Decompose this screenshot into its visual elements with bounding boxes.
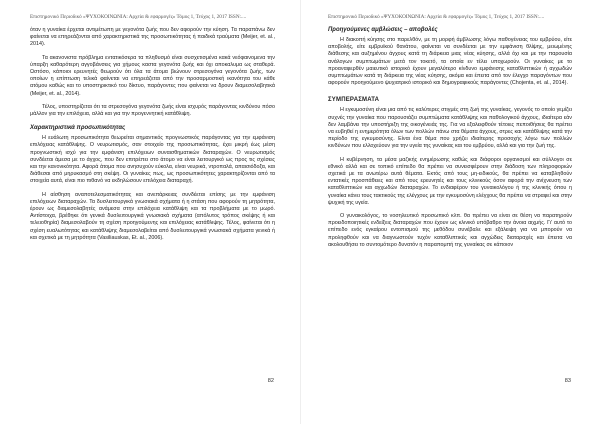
- paragraph: Η εγκυμοσύνη είναι μια από τις καλύτερες στιγμές στη ζωή της γυναίκας, γεγονός το οποίο γεμίζει συχνές την γυναίκα που παρουσιάζει συμπτώματα κατάθλιψης και παθολογικού άγχους, ιδιαίτερα εάν δεν λαμβάνει την υποστήριξη της οικογένειάς της. Για να εξαλειφθούν τέτοιες πεποιθήσεις θα πρέπει να ευβηθεί η ενημερότητα όλων των πολλών πάνω στα θέματα άγχους, στρες και κατάθλιψης κατά την περίοδο της εγκυμοσύνης. Είναι ένα θέμα που χρήζει ιδιαίτερης προσοχής λόγω των πολλών κινδύνων που ελλοχεύουν για την υγεία της γυναίκας και του εμβρύου, αλλά και για την ζωή της.: [328, 107, 572, 150]
- section-heading: Προηγούμενες αμβλώσεις – αποβολές: [328, 27, 438, 33]
- section-heading: ΣΥΜΠΕΡΑΣΜΑΤΑ: [328, 97, 380, 104]
- paragraph: Η κυβέρνηση, τα μέσα μαζικής ενημέρωσης καθώς και διάφοροι οργανισμοί και σύλλογοι σε εθνικό αλλά και σε τοπικό επίπεδο θα πρέπει να συνεισφέρουν στην διάδοση των πληροφοριών σχετικά με τα ανωτέρω αυτά θέματα. Εκτός από τους μη-ειδικούς, θα πρέπει να καταβληθούν εντατικές προσπάθειες και από τους ερευνητές και τους κλινικούς όσον αφορά την ανίχνευση των καταθλιπτικών και αγχωδών διαταραχών. Το ενδιαφέρον του γυναικολόγου ή της κλινικής όπου η γυναίκα κάνει τους τακτικούς της ελέγχους με την εγκυμοσύνη ελέγχους θα πρέπει να στραφεί και στην ψυχική της υγεία.: [328, 156, 572, 206]
- paragraph: όταν η γυναίκα έρχεται αντιμέτωπη με γεγονότα ζωής που δεν αφορούν την κύηση. Τα παραπάνω δεν φαίνεται να επηρεάζονται από χαρακτηριστικά της προσωπικότητας ή παιδικά τραύματα (Meijer, et. al., 2014).: [30, 27, 275, 48]
- paragraph: Η διακοπή κύησης στο παρελθόν, με τη μορφή άμβλωσης λόγω παθογένειας του εμβρύου, είτε αποβολής, είτε εμβρυϊκού θανάτου, φαίνεται να συνδέεται με την εμφάνιση θλίψης, μειωμένης διάθεσης και αυξημένου άγχους κατά τη διάρκεια μιας νέας κύησης, αλλά όχι και με την παρουσία ανάλογων συμπτωμάτων μετά τον τοκετό, τα οποία εν τέλει υποχωρούν. Οι γυναίκες με το προαναφερθέν μαιευτικό ιστορικό έχουν μεγαλύτερο κίνδυνο εμφάνισης καταθλιπτικών ή αγχωδών συμπτωμάτων κατά τη διάρκεια της νέας κύησης, ακόμα και έπειτα από τον έλεγχο παραγόντων που αφορούν προηγούμενο ψυχιατρικό ιστορικό και δημογραφικούς παράγοντες (Chojenta, et. al., 2014).: [328, 37, 572, 87]
- paragraph: Τα ακανονιστα πρόβλημα εντατικόσερα τα πληθυσμό είναι συσχετισμένα κακά νεόφαινομενα την ύπαρξη καθαρότερη αγγοβάνσεις για χήμους καστα γεγονότα ζωής και όχι αποκαλυμα ως σταθερά. Ωστόσο, κάποιοι ερευνητές θεωρούν ότι όλα τα άτομα βιώνουν στρεσογόνα γεγονότα ζωής, των οποίων η επίπτωση τελικά φαίνεται να επηρεάζεται από την προσαρμοστική ικανότητα του κάθε ατόμου καθώς και το υποστηρικτικό του δίκτυο, παράγοντες που φαίνεται να δρουν διαμεσολαβητικά (Meijer, et. al., 2014).: [30, 54, 275, 97]
- paragraph: Τέλος, υποστηρίζεται ότι τα στρεσογόνα γεγονότα ζωής είναι ισχυρός παράγοντας κινδύνου πόσο μάλλον για την επιλόχεια, αλλά και για την προγεννητική κατάθλιψη.: [30, 103, 275, 118]
- running-header: Επιστημονικό Περιοδικό «ΨΥΧΟΚΟΙΝΩΝΙΑ: Αρχεία & εφαρμογές» Τόμος 1, Τεύχος 1, 2017 ISSN:....: [30, 14, 247, 20]
- page-number: 82: [267, 378, 274, 384]
- paragraph: Η ευάλωτη προσωπικότητα θεωρείται σημαντικός προγνωστικός παράγοντας για την εμφάνιση επιλόχειας κατάθλιψης. Ο νευρωτισμός, σαν στοιχείο της προσωπικότητας, έχει μικρή έως μέση προγνωστική ισχύ για την εμφάνιση επιλόχειων συναισθηματικών διαταραχών. Ο νευρωτισμός συνδέεται άμεσα με το άγχος, που δεν επιτρέπει στο άτομο να είναι λειτουργικό ως προς τις σχέσεις και την κανονικότητα. Αφορά άτομα που ανησυχούν εύκολα, είναι νευρικά, ντροπαλά, απαισιόδοξα, και διάθεσαι από μηρυκασμό στη σκέψη. Οι γυναίκες πως, ως προσωπικότητες χαρακτηρίζονται από τα στοιχεία αυτά, είναι πιο πιθανό να εκδηλώσουν επιλόχεια διαταραχή.: [30, 135, 275, 185]
- section-heading: Χαρακτηριστικά προσωπικότητας: [30, 125, 126, 132]
- paragraph: Η αίσθηση αναποτελεσματικότητας και ανεπάρκειας συνδέεται επίσης με την εμφάνιση επιλόχειων διαταραχών. Τα δυσλειτουργικά γνωσιακά σχήματα ή η στάση που αφορούν τη μητρότητα, έρουν ως διαμεσολαβητές ανάμεσα στην επιλόχεια κατάθλιψη και τα προβλήματα με το μωρό. Αντίστοιχα, βρέθηκε ότι γενικά δυσλειτουργικά γνωσιακά σχήματα (απόλυτος τρόπος σκέψης ή και τελειοθηρία) διαμεσολαβούν τη σχέση προηγούμενης και επιλόχειας κατάθλιψης. Τέλος, φαίνεται ότι η σχέση ευαλωτότητας και κατάθλιψης διαμεσολαβείται από δυσλειτουργικά γνωσιακά σχήματα γενικά ή και σχετικά με τη μητρότητα (Vasiliauskas, Et. al., 2006).: [30, 191, 275, 241]
- page-number: 83: [564, 378, 571, 384]
- right-page: [300, 0, 600, 424]
- running-header: Επιστημονικό Περιοδικό «ΨΥΧΟΚΟΙΝΩΝΙΑ: Αρχεία & εφαρμογές» Τόμος 1, Τεύχος 1, 2017 ISSN:....: [328, 14, 545, 20]
- paragraph: Ο γυναικολόγος, το νοσηλευτικό προσωπικό κλπ. θα πρέπει να είναι σε θέση να παρατηρούν προειδοποιητικές ενδείξεις διαταραχών που έχουν ως κλινικό υπόβαθρο την άνοια αιχμής. Γι' αυτό το επίπεδο ενός εγκαίρου εντοπισμού της μεθόδου συνέβαλε και εξάλειψη για να μπορούν να προληφθούν και να διαγνωστούν τυχόν καταθλιπτικές και αγχώδεις διαταραχές και έπειτα να ακολουθήσει το συντομότερο δυνατόν η παραπομπή της γυναίκας σε κάποιον: [328, 213, 572, 248]
